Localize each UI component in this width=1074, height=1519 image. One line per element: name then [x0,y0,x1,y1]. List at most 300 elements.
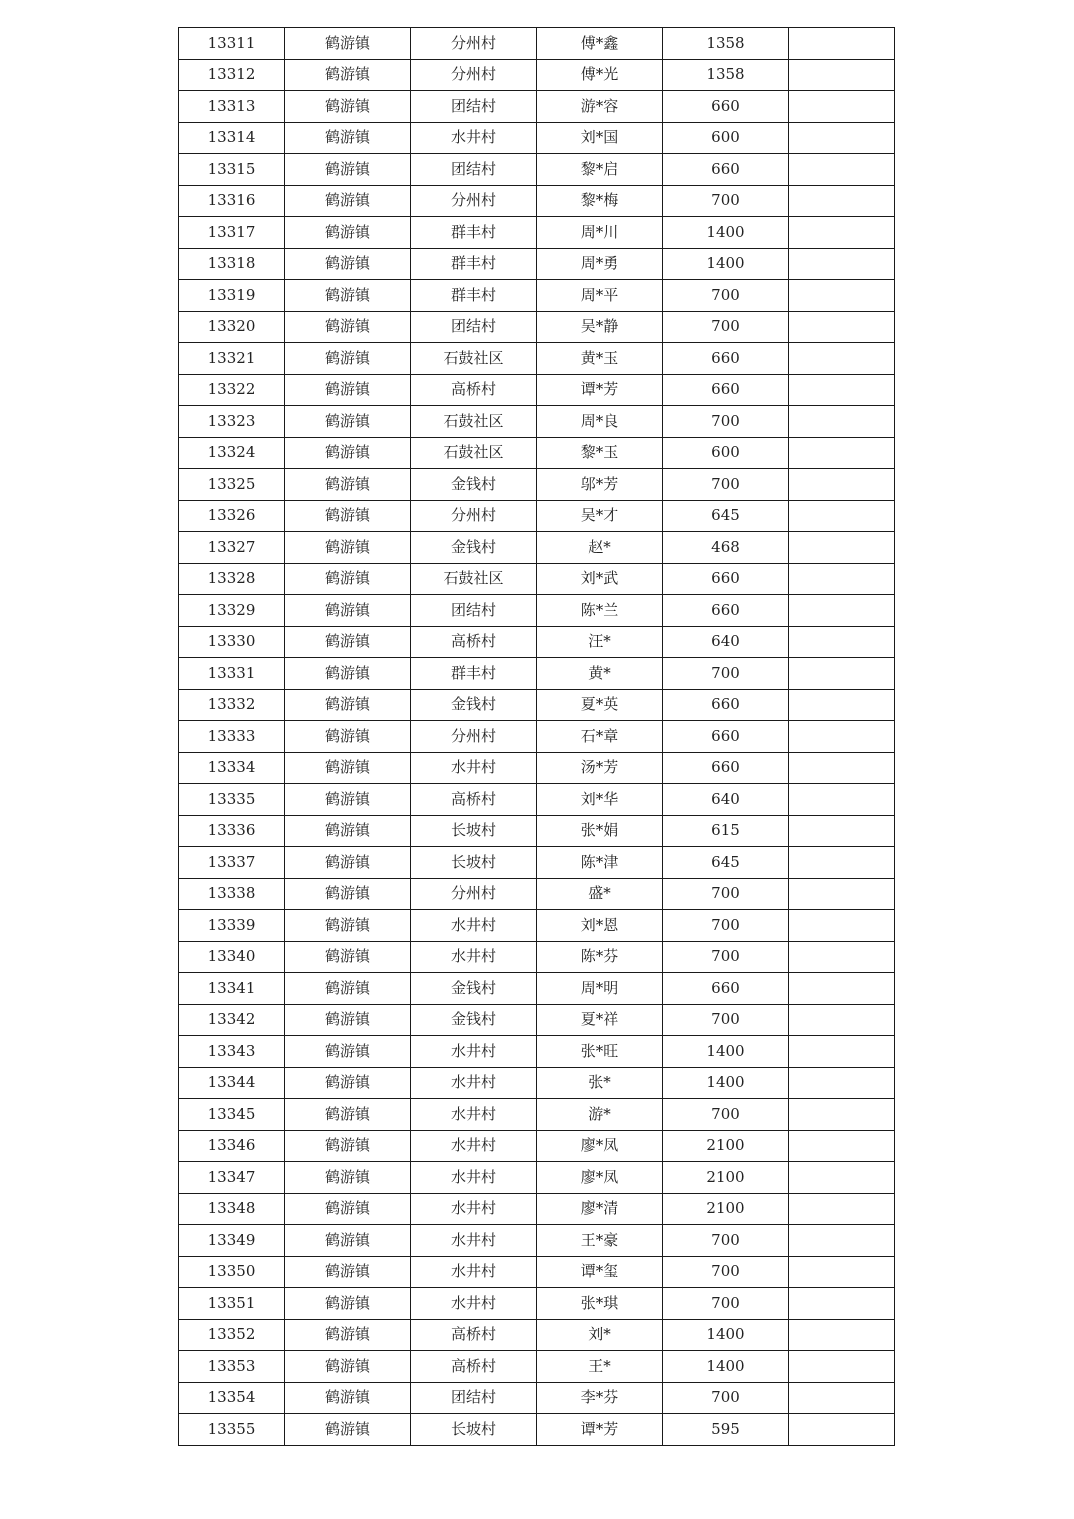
cell-amount: 660 [663,689,789,721]
cell-seq: 13353 [179,1351,285,1383]
cell-town: 鹤游镇 [285,217,411,249]
cell-seq: 13337 [179,847,285,879]
cell-note [789,1382,895,1414]
cell-village: 分州村 [411,500,537,532]
table-row [179,91,895,123]
cell-name: 黎*玉 [537,437,663,469]
cell-town: 鹤游镇 [285,406,411,438]
cell-town: 鹤游镇 [285,374,411,406]
table-row [179,280,895,312]
table-row [179,721,895,753]
cell-village: 水井村 [411,1256,537,1288]
table-row [179,437,895,469]
cell-seq: 13341 [179,973,285,1005]
cell-note [789,122,895,154]
cell-village: 长坡村 [411,815,537,847]
cell-note [789,500,895,532]
cell-seq: 13343 [179,1036,285,1068]
cell-village: 石鼓社区 [411,406,537,438]
table-row [179,784,895,816]
cell-note [789,1067,895,1099]
cell-town: 鹤游镇 [285,815,411,847]
cell-town: 鹤游镇 [285,689,411,721]
cell-amount: 700 [663,878,789,910]
cell-name: 邬*芳 [537,469,663,501]
cell-seq: 13344 [179,1067,285,1099]
cell-village: 高桥村 [411,374,537,406]
cell-note [789,1414,895,1446]
cell-village: 群丰村 [411,658,537,690]
cell-village: 金钱村 [411,1004,537,1036]
cell-seq: 13329 [179,595,285,627]
cell-seq: 13346 [179,1130,285,1162]
roster-sheet [178,27,894,1446]
cell-amount: 700 [663,311,789,343]
cell-note [789,847,895,879]
cell-amount: 600 [663,437,789,469]
cell-amount: 1358 [663,28,789,60]
table-row [179,311,895,343]
cell-amount: 660 [663,752,789,784]
cell-town: 鹤游镇 [285,973,411,1005]
table-row [179,1351,895,1383]
cell-name: 张*琪 [537,1288,663,1320]
cell-town: 鹤游镇 [285,185,411,217]
cell-amount: 700 [663,658,789,690]
cell-name: 廖*凤 [537,1130,663,1162]
cell-name: 游* [537,1099,663,1131]
cell-village: 石鼓社区 [411,343,537,375]
cell-village: 水井村 [411,910,537,942]
cell-amount: 1400 [663,1319,789,1351]
cell-village: 长坡村 [411,847,537,879]
cell-name: 王*豪 [537,1225,663,1257]
cell-town: 鹤游镇 [285,752,411,784]
cell-village: 水井村 [411,1288,537,1320]
cell-amount: 645 [663,500,789,532]
cell-seq: 13352 [179,1319,285,1351]
cell-name: 游*容 [537,91,663,123]
cell-town: 鹤游镇 [285,721,411,753]
cell-amount: 2100 [663,1193,789,1225]
cell-town: 鹤游镇 [285,1225,411,1257]
cell-amount: 660 [663,563,789,595]
cell-name: 周*勇 [537,248,663,280]
roster-table [178,27,895,1446]
cell-seq: 13347 [179,1162,285,1194]
cell-seq: 13326 [179,500,285,532]
cell-amount: 1400 [663,1067,789,1099]
cell-seq: 13340 [179,941,285,973]
cell-seq: 13331 [179,658,285,690]
cell-seq: 13321 [179,343,285,375]
cell-name: 傅*鑫 [537,28,663,60]
cell-name: 李*芬 [537,1382,663,1414]
cell-amount: 660 [663,595,789,627]
cell-village: 水井村 [411,752,537,784]
cell-town: 鹤游镇 [285,1004,411,1036]
cell-town: 鹤游镇 [285,154,411,186]
table-row [179,973,895,1005]
cell-seq: 13315 [179,154,285,186]
cell-note [789,752,895,784]
cell-amount: 660 [663,91,789,123]
cell-seq: 13320 [179,311,285,343]
cell-village: 分州村 [411,878,537,910]
cell-name: 傅*光 [537,59,663,91]
cell-village: 团结村 [411,595,537,627]
table-row [179,1004,895,1036]
table-row [179,500,895,532]
cell-name: 陈*津 [537,847,663,879]
table-row [179,185,895,217]
cell-amount: 660 [663,154,789,186]
cell-note [789,280,895,312]
cell-village: 石鼓社区 [411,437,537,469]
table-row [179,1130,895,1162]
cell-town: 鹤游镇 [285,28,411,60]
cell-village: 分州村 [411,185,537,217]
cell-town: 鹤游镇 [285,941,411,973]
cell-seq: 13342 [179,1004,285,1036]
cell-note [789,91,895,123]
cell-note [789,1288,895,1320]
table-row [179,154,895,186]
cell-note [789,1256,895,1288]
table-row [179,847,895,879]
cell-name: 黄*玉 [537,343,663,375]
cell-town: 鹤游镇 [285,1067,411,1099]
cell-seq: 13354 [179,1382,285,1414]
cell-town: 鹤游镇 [285,311,411,343]
table-row [179,532,895,564]
cell-name: 谭*芳 [537,374,663,406]
cell-note [789,28,895,60]
cell-amount: 1400 [663,1036,789,1068]
cell-name: 黎*启 [537,154,663,186]
table-row [179,815,895,847]
cell-amount: 700 [663,1004,789,1036]
cell-note [789,1351,895,1383]
cell-amount: 700 [663,280,789,312]
cell-note [789,1225,895,1257]
cell-name: 刘* [537,1319,663,1351]
cell-town: 鹤游镇 [285,469,411,501]
cell-seq: 13322 [179,374,285,406]
cell-note [789,532,895,564]
cell-town: 鹤游镇 [285,248,411,280]
cell-note [789,469,895,501]
cell-name: 夏*祥 [537,1004,663,1036]
cell-village: 水井村 [411,122,537,154]
cell-amount: 640 [663,784,789,816]
cell-name: 刘*恩 [537,910,663,942]
cell-seq: 13336 [179,815,285,847]
cell-town: 鹤游镇 [285,1099,411,1131]
cell-seq: 13318 [179,248,285,280]
table-row [179,1256,895,1288]
cell-note [789,626,895,658]
table-row [179,59,895,91]
cell-name: 张*旺 [537,1036,663,1068]
cell-town: 鹤游镇 [285,1162,411,1194]
cell-town: 鹤游镇 [285,1193,411,1225]
cell-name: 石*章 [537,721,663,753]
cell-village: 团结村 [411,311,537,343]
cell-town: 鹤游镇 [285,595,411,627]
cell-town: 鹤游镇 [285,878,411,910]
cell-name: 刘*华 [537,784,663,816]
cell-note [789,658,895,690]
cell-village: 分州村 [411,721,537,753]
cell-name: 吴*静 [537,311,663,343]
cell-town: 鹤游镇 [285,122,411,154]
cell-amount: 645 [663,847,789,879]
cell-note [789,154,895,186]
cell-seq: 13348 [179,1193,285,1225]
cell-town: 鹤游镇 [285,1319,411,1351]
table-row [179,563,895,595]
cell-note [789,217,895,249]
cell-town: 鹤游镇 [285,1351,411,1383]
cell-name: 赵* [537,532,663,564]
cell-village: 团结村 [411,91,537,123]
cell-note [789,910,895,942]
cell-village: 分州村 [411,28,537,60]
cell-town: 鹤游镇 [285,626,411,658]
cell-note [789,1319,895,1351]
cell-name: 谭*玺 [537,1256,663,1288]
cell-seq: 13345 [179,1099,285,1131]
cell-name: 廖*清 [537,1193,663,1225]
table-row [179,1067,895,1099]
cell-amount: 595 [663,1414,789,1446]
table-row [179,689,895,721]
cell-village: 高桥村 [411,784,537,816]
table-row [179,122,895,154]
cell-village: 金钱村 [411,973,537,1005]
cell-amount: 700 [663,1256,789,1288]
cell-amount: 2100 [663,1130,789,1162]
table-row [179,1382,895,1414]
cell-village: 水井村 [411,1193,537,1225]
cell-village: 高桥村 [411,1319,537,1351]
cell-town: 鹤游镇 [285,563,411,595]
cell-town: 鹤游镇 [285,59,411,91]
cell-amount: 600 [663,122,789,154]
cell-seq: 13323 [179,406,285,438]
cell-seq: 13327 [179,532,285,564]
cell-note [789,595,895,627]
cell-name: 周*川 [537,217,663,249]
cell-note [789,973,895,1005]
table-row [179,28,895,60]
cell-seq: 13332 [179,689,285,721]
cell-name: 陈*兰 [537,595,663,627]
table-row [179,626,895,658]
cell-seq: 13313 [179,91,285,123]
cell-name: 吴*才 [537,500,663,532]
cell-town: 鹤游镇 [285,280,411,312]
cell-amount: 700 [663,1382,789,1414]
cell-amount: 700 [663,1099,789,1131]
table-row [179,1288,895,1320]
cell-name: 黄* [537,658,663,690]
cell-note [789,1004,895,1036]
cell-village: 群丰村 [411,248,537,280]
cell-town: 鹤游镇 [285,500,411,532]
table-row [179,658,895,690]
cell-town: 鹤游镇 [285,1414,411,1446]
cell-village: 石鼓社区 [411,563,537,595]
cell-village: 水井村 [411,1162,537,1194]
table-row [179,1193,895,1225]
cell-note [789,1130,895,1162]
cell-name: 黎*梅 [537,185,663,217]
cell-town: 鹤游镇 [285,658,411,690]
cell-village: 水井村 [411,1036,537,1068]
cell-note [789,1162,895,1194]
cell-seq: 13328 [179,563,285,595]
cell-note [789,343,895,375]
table-row [179,1162,895,1194]
cell-town: 鹤游镇 [285,847,411,879]
cell-seq: 13316 [179,185,285,217]
cell-note [789,59,895,91]
cell-note [789,689,895,721]
cell-village: 水井村 [411,1225,537,1257]
cell-village: 金钱村 [411,532,537,564]
cell-note [789,784,895,816]
cell-amount: 700 [663,910,789,942]
cell-amount: 700 [663,941,789,973]
cell-amount: 700 [663,1288,789,1320]
cell-note [789,437,895,469]
cell-village: 群丰村 [411,217,537,249]
cell-town: 鹤游镇 [285,91,411,123]
cell-amount: 640 [663,626,789,658]
cell-amount: 700 [663,406,789,438]
cell-town: 鹤游镇 [285,343,411,375]
cell-name: 张*娟 [537,815,663,847]
cell-seq: 13355 [179,1414,285,1446]
table-row [179,374,895,406]
table-row [179,248,895,280]
cell-seq: 13351 [179,1288,285,1320]
cell-town: 鹤游镇 [285,1256,411,1288]
cell-amount: 700 [663,185,789,217]
cell-note [789,374,895,406]
table-row [179,752,895,784]
cell-seq: 13319 [179,280,285,312]
table-row [179,469,895,501]
cell-name: 周*良 [537,406,663,438]
cell-seq: 13339 [179,910,285,942]
cell-amount: 700 [663,1225,789,1257]
cell-seq: 13325 [179,469,285,501]
cell-seq: 13333 [179,721,285,753]
cell-name: 汤*芳 [537,752,663,784]
cell-note [789,406,895,438]
cell-seq: 13338 [179,878,285,910]
cell-village: 长坡村 [411,1414,537,1446]
cell-name: 谭*芳 [537,1414,663,1446]
cell-amount: 2100 [663,1162,789,1194]
cell-seq: 13349 [179,1225,285,1257]
cell-seq: 13317 [179,217,285,249]
cell-village: 分州村 [411,59,537,91]
cell-village: 团结村 [411,1382,537,1414]
cell-seq: 13312 [179,59,285,91]
cell-note [789,815,895,847]
cell-note [789,721,895,753]
cell-seq: 13311 [179,28,285,60]
cell-note [789,1193,895,1225]
table-row [179,1036,895,1068]
cell-note [789,563,895,595]
cell-note [789,878,895,910]
cell-town: 鹤游镇 [285,784,411,816]
cell-village: 水井村 [411,941,537,973]
cell-note [789,1036,895,1068]
cell-name: 周*明 [537,973,663,1005]
cell-note [789,1099,895,1131]
table-row [179,941,895,973]
cell-name: 刘*武 [537,563,663,595]
cell-amount: 660 [663,374,789,406]
table-row [179,1319,895,1351]
cell-seq: 13335 [179,784,285,816]
table-row [179,1099,895,1131]
cell-village: 团结村 [411,154,537,186]
cell-seq: 13330 [179,626,285,658]
cell-note [789,248,895,280]
cell-town: 鹤游镇 [285,1130,411,1162]
cell-town: 鹤游镇 [285,1382,411,1414]
cell-name: 汪* [537,626,663,658]
table-row [179,910,895,942]
cell-amount: 615 [663,815,789,847]
table-row [179,1414,895,1446]
cell-amount: 660 [663,973,789,1005]
cell-note [789,941,895,973]
cell-village: 水井村 [411,1130,537,1162]
cell-amount: 1400 [663,1351,789,1383]
roster-table-body [179,28,895,1446]
cell-amount: 660 [663,721,789,753]
cell-name: 刘*国 [537,122,663,154]
cell-name: 周*平 [537,280,663,312]
table-row [179,595,895,627]
cell-name: 盛* [537,878,663,910]
cell-seq: 13350 [179,1256,285,1288]
cell-name: 夏*英 [537,689,663,721]
cell-town: 鹤游镇 [285,1036,411,1068]
table-row [179,406,895,438]
cell-town: 鹤游镇 [285,910,411,942]
cell-amount: 660 [663,343,789,375]
cell-name: 王* [537,1351,663,1383]
cell-name: 廖*凤 [537,1162,663,1194]
table-row [179,217,895,249]
table-row [179,343,895,375]
cell-village: 水井村 [411,1067,537,1099]
cell-amount: 1400 [663,248,789,280]
cell-name: 陈*芬 [537,941,663,973]
cell-amount: 700 [663,469,789,501]
cell-seq: 13334 [179,752,285,784]
table-row [179,1225,895,1257]
